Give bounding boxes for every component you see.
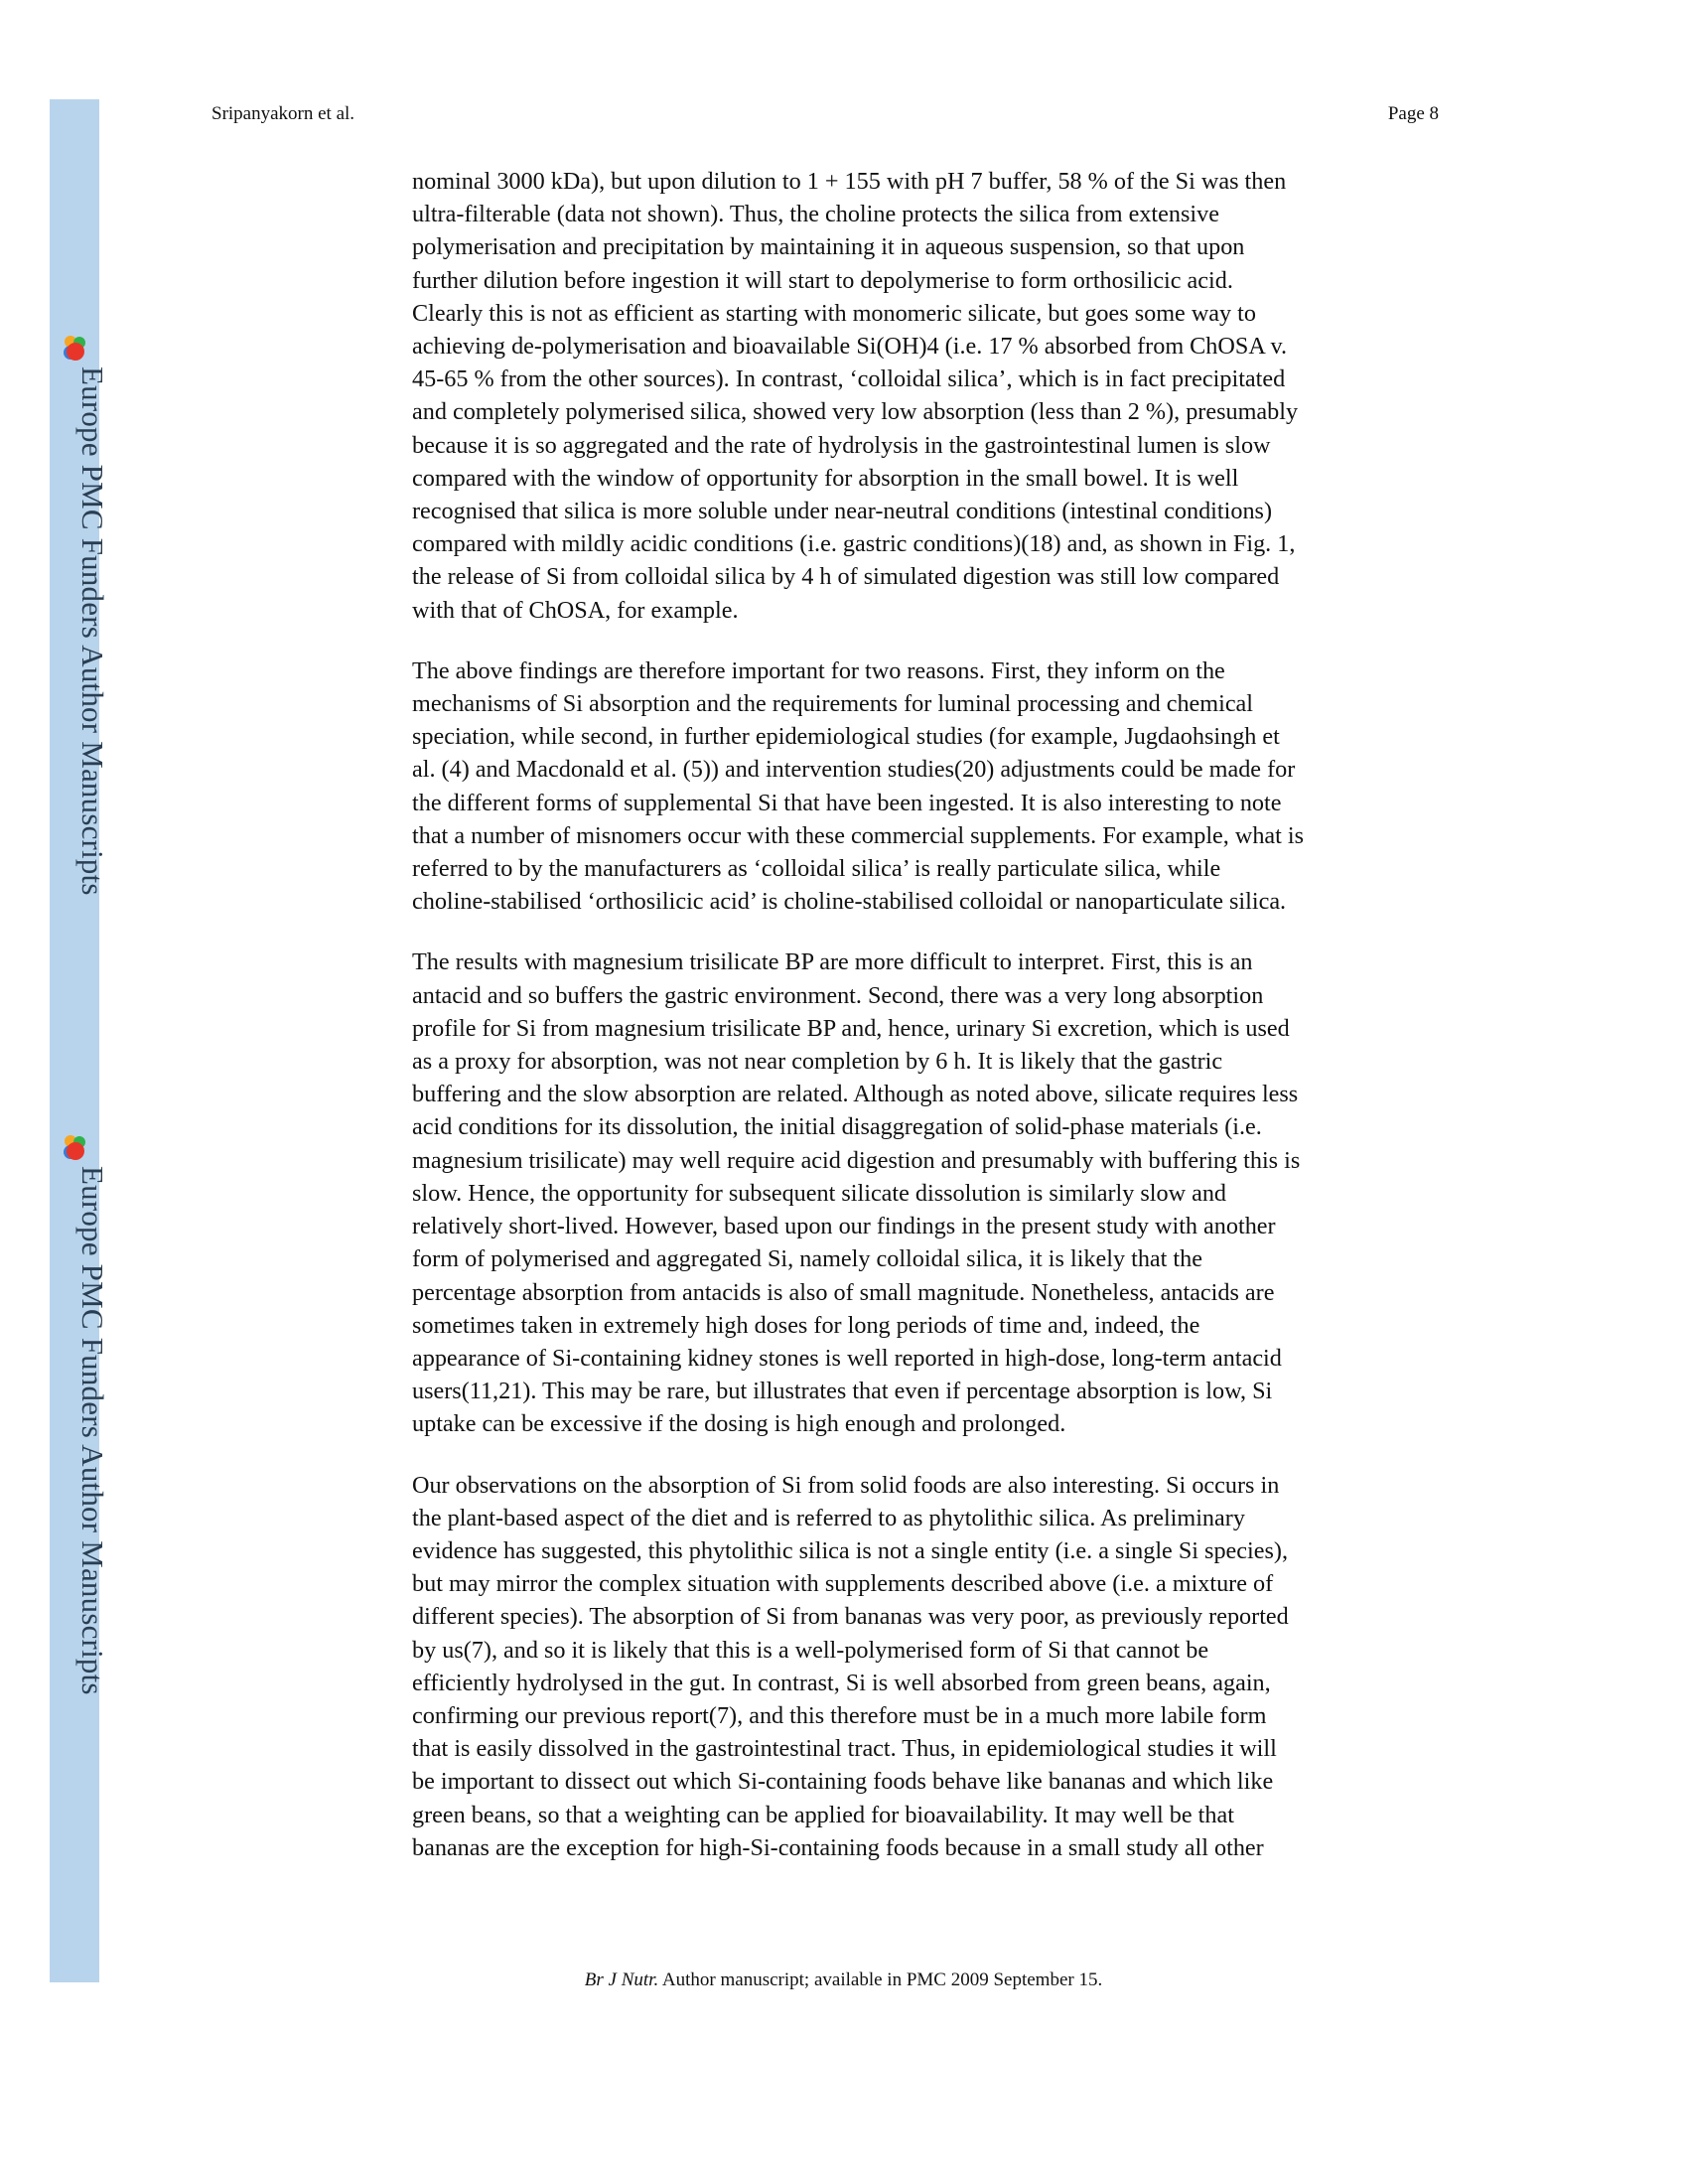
article-body bbox=[412, 165, 1445, 1892]
text-line: as a proxy for absorption, was not near completion by 6 h. It is likely that the gastric bbox=[412, 1048, 1223, 1076]
text-line: green beans, so that a weighting can be applied for bioavailability. It may well be that bbox=[412, 1801, 1234, 1828]
text-line: compared with the window of opportunity for absorption in the small bowel. It is well bbox=[412, 464, 1239, 492]
text-line: buffering and the slow absorption are related. Although as noted above, silicate requires less bbox=[412, 1081, 1299, 1108]
paragraph bbox=[412, 655, 1445, 919]
europe-pmc-logo-icon bbox=[59, 333, 90, 364]
text-line: that a number of misnomers occur with these commercial supplements. For example, what is bbox=[412, 821, 1305, 849]
text-line: appearance of Si-containing kidney stones is well reported in high-dose, long-term antacid bbox=[412, 1344, 1282, 1372]
footer-text: Author manuscript; available in PMC 2009 September 15. bbox=[658, 1969, 1103, 1990]
text-line: bananas are the exception for high-Si-containing foods because in a small study all other bbox=[412, 1833, 1264, 1861]
text-line: speciation, while second, in further epidemiological studies (for example, Jugdaohsingh et bbox=[412, 723, 1280, 751]
text-line: 45-65 % from the other sources). In contrast, ‘colloidal silica’, which is in fact precipitated bbox=[412, 365, 1286, 393]
text-line: efficiently hydrolysed in the gut. In contrast, Si is well absorbed from green beans, again, bbox=[412, 1669, 1271, 1696]
running-head-author: Sripanyakorn et al. bbox=[211, 103, 355, 124]
journal-name: Br J Nutr. bbox=[584, 1969, 659, 1990]
text-line: uptake can be excessive if the dosing is high enough and prolonged. bbox=[412, 1410, 1066, 1438]
text-line: because it is so aggregated and the rate of hydrolysis in the gastrointestinal lumen is slow bbox=[412, 431, 1271, 459]
text-line: nominal 3000 kDa), but upon dilution to 1 + 155 with pH 7 buffer, 58 % of the Si was then bbox=[412, 168, 1287, 195]
europe-pmc-logo-icon bbox=[59, 1132, 90, 1164]
text-line: confirming our previous report(7), and this therefore must be in a much more labile form bbox=[412, 1701, 1267, 1729]
text-line: the plant-based aspect of the diet and is referred to as phytolithic silica. As preliminary bbox=[412, 1504, 1245, 1531]
paragraph bbox=[412, 1469, 1445, 1864]
text-line: ultra-filterable (data not shown). Thus, the choline protects the silica from extensive bbox=[412, 201, 1219, 228]
text-line: acid conditions for its dissolution, the initial disaggregation of solid-phase materials (i.e. bbox=[412, 1113, 1262, 1141]
sidebar-group-top bbox=[50, 333, 110, 929]
text-line: by us(7), and so it is likely that this is a well-polymerised form of Si that cannot be bbox=[412, 1636, 1209, 1664]
footer-citation bbox=[0, 1969, 1687, 1991]
sidebar-banner bbox=[50, 99, 110, 1982]
text-line: percentage absorption from antacids is also of small magnitude. Nonetheless, antacids are bbox=[412, 1278, 1275, 1306]
text-line: profile for Si from magnesium trisilicate BP and, hence, urinary Si excretion, which is used bbox=[412, 1014, 1290, 1042]
text-line: form of polymerised and aggregated Si, namely colloidal silica, it is likely that the bbox=[412, 1245, 1202, 1273]
text-line: be important to dissect out which Si-containing foods behave like bananas and which like bbox=[412, 1768, 1274, 1796]
sidebar-group-bottom bbox=[50, 1132, 110, 1728]
text-line: polymerisation and precipitation by maintaining it in aqueous suspension, so that upon bbox=[412, 233, 1245, 261]
text-line: sometimes taken in extremely high doses for long periods of time and, indeed, the bbox=[412, 1311, 1200, 1339]
text-line: evidence has suggested, this phytolithic silica is not a single entity (i.e. a single Si species), bbox=[412, 1536, 1288, 1564]
paragraph bbox=[412, 946, 1445, 1440]
paragraph bbox=[412, 165, 1445, 627]
text-line: different species). The absorption of Si from bananas was very poor, as previously reported bbox=[412, 1603, 1289, 1631]
text-line: compared with mildly acidic conditions (i.e. gastric conditions)(18) and, as shown in Fig. 1, bbox=[412, 530, 1296, 558]
text-line: mechanisms of Si absorption and the requirements for luminal processing and chemical bbox=[412, 690, 1254, 718]
text-line: referred to by the manufacturers as ‘colloidal silica’ is really particulate silica, while bbox=[412, 855, 1221, 883]
text-line: recognised that silica is more soluble under near-neutral conditions (intestinal conditions) bbox=[412, 498, 1273, 525]
text-line: magnesium trisilicate) may well require acid digestion and presumably with buffering this is bbox=[412, 1146, 1301, 1174]
text-line: achieving de-polymerisation and bioavailable Si(OH)4 (i.e. 17 % absorbed from ChOSA v. bbox=[412, 333, 1288, 361]
text-line: further dilution before ingestion it will start to depolymerise to form orthosilicic acid. bbox=[412, 266, 1233, 294]
text-line: choline-stabilised ‘orthosilicic acid’ is choline-stabilised colloidal or nanoparticulate silica. bbox=[412, 888, 1287, 916]
text-line: that is easily dissolved in the gastrointestinal tract. Thus, in epidemiological studies it will bbox=[412, 1735, 1277, 1763]
sidebar-label: Europe PMC Funders Author Manuscripts bbox=[75, 1166, 110, 1695]
text-line: the release of Si from colloidal silica by 4 h of simulated digestion was still low compared bbox=[412, 563, 1280, 591]
text-line: users(11,21). This may be rare, but illustrates that even if percentage absorption is low, Si bbox=[412, 1378, 1273, 1405]
text-line: slow. Hence, the opportunity for subsequent silicate dissolution is similarly slow and bbox=[412, 1179, 1227, 1207]
text-line: Our observations on the absorption of Si from solid foods are also interesting. Si occurs in bbox=[412, 1471, 1280, 1499]
text-line: and completely polymerised silica, showed very low absorption (less than 2 %), presumably bbox=[412, 398, 1299, 426]
page-number: Page 8 bbox=[1387, 103, 1439, 124]
text-line: relatively short-lived. However, based upon our findings in the present study with another bbox=[412, 1213, 1276, 1240]
text-line: The above findings are therefore important for two reasons. First, they inform on the bbox=[412, 656, 1225, 684]
text-line: Clearly this is not as efficient as starting with monomeric silicate, but goes some way to bbox=[412, 299, 1256, 327]
sidebar-label: Europe PMC Funders Author Manuscripts bbox=[75, 366, 110, 896]
text-line: antacid and so buffers the gastric environment. Second, there was a very long absorption bbox=[412, 981, 1264, 1009]
text-line: with that of ChOSA, for example. bbox=[412, 596, 739, 624]
text-line: but may mirror the complex situation with supplements described above (i.e. a mixture of bbox=[412, 1570, 1274, 1598]
text-line: al. (4) and Macdonald et al. (5)) and intervention studies(20) adjustments could be made for bbox=[412, 756, 1296, 784]
text-line: The results with magnesium trisilicate BP are more difficult to interpret. First, this is an bbox=[412, 948, 1253, 976]
text-line: the different forms of supplemental Si that have been ingested. It is also interesting to note bbox=[412, 789, 1282, 816]
